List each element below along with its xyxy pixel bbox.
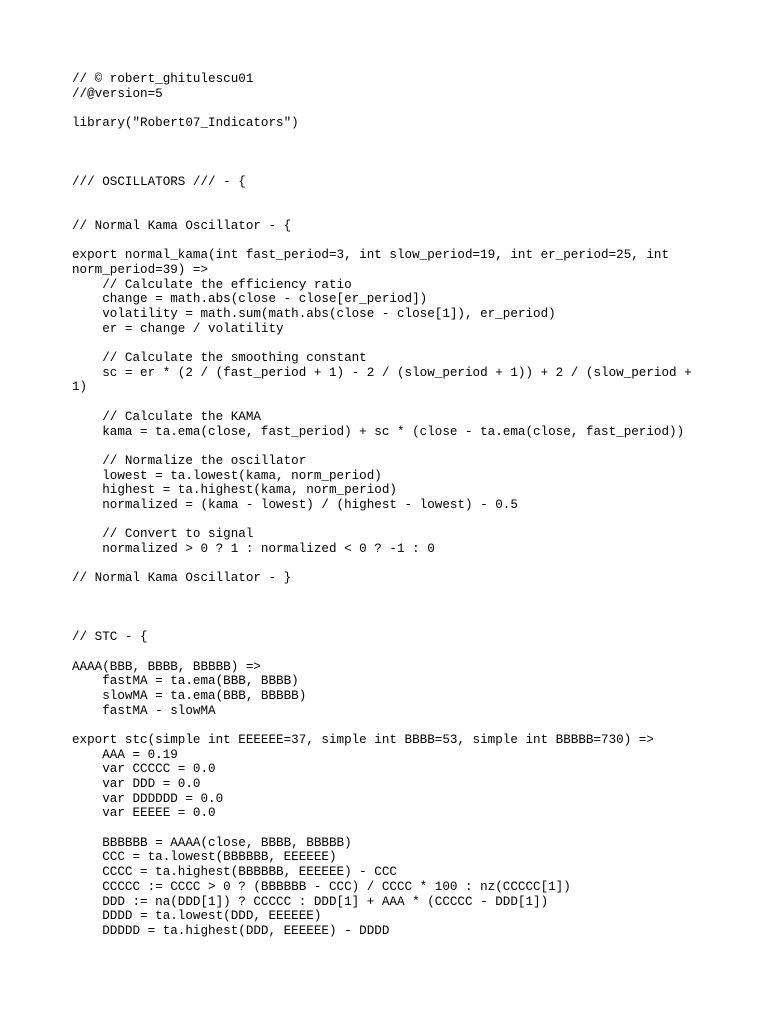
code-line: [72, 204, 702, 219]
code-line: DDD := na(DDD[1]) ? CCCCC : DDD[1] + AAA * (CCCCC - DDD[1]): [72, 894, 549, 909]
code-line: // Normal Kama Oscillator - }: [72, 571, 292, 586]
code-line: [72, 101, 702, 116]
code-line: [72, 439, 702, 454]
code-line: export normal_kama(int fast_period=3, int slow_period=19, int er_period=25, int: [72, 248, 670, 263]
code-line: var DDDDDD = 0.0: [72, 791, 224, 806]
code-line: var DDD = 0.0: [72, 777, 201, 791]
code-line: CCC = ta.lowest(BBBBBB, EEEEEE): [72, 850, 337, 865]
code-line: var CCCCC = 0.0: [72, 762, 216, 777]
code-line: AAAA(BBB, BBBB, BBBBB) =>: [72, 659, 261, 674]
code-line: change = math.abs(close - close[er_period]): [72, 292, 428, 307]
code-line: AAA = 0.19: [72, 747, 178, 762]
code-line: highest = ta.highest(kama, norm_period): [72, 483, 397, 498]
code-line: [72, 336, 702, 351]
code-line: norm_period=39) =>: [72, 262, 209, 277]
code-line: [72, 234, 702, 249]
code-line: [72, 718, 702, 733]
code-line: library("Robert07_Indicators"): [72, 116, 299, 131]
code-line: //@version=5: [72, 86, 163, 101]
code-line: // Calculate the KAMA: [72, 409, 261, 424]
code-line: DDDD = ta.lowest(DDD, EEEEEE): [72, 909, 322, 924]
code-line: [72, 145, 702, 160]
code-line: var EEEEE = 0.0: [72, 806, 216, 821]
code-line: kama = ta.ema(close, fast_period) + sc * (close - ta.ema(close, fast_period)): [72, 424, 685, 439]
code-line: CCCCC := CCCC > 0 ? (BBBBBB - CCC) / CCCC * 100 : nz(CCCCC[1]): [72, 879, 571, 894]
code-line: er = change / volatility: [72, 321, 284, 336]
code-line: [72, 513, 702, 528]
code-line: // © robert_ghitulescu01: [72, 72, 254, 86]
code-line: [72, 601, 702, 616]
code-line: [72, 160, 702, 175]
code-line: [72, 131, 702, 146]
code-line: [72, 645, 702, 660]
code-line: // STC - {: [72, 630, 148, 645]
code-line: CCCC = ta.highest(BBBBBB, EEEEEE) - CCC: [72, 865, 397, 880]
code-line: [72, 821, 702, 836]
code-line: [72, 586, 702, 601]
code-line: slowMA = ta.ema(BBB, BBBBB): [72, 688, 307, 703]
code-line: 1): [72, 380, 88, 395]
code-line: [72, 395, 702, 410]
code-line: // Normal Kama Oscillator - {: [72, 218, 292, 233]
code-line: /// OSCILLATORS /// - {: [72, 174, 246, 189]
code-line: // Convert to signal: [72, 527, 254, 542]
code-line: // Calculate the smoothing constant: [72, 351, 367, 366]
code-line: normalized > 0 ? 1 : normalized < 0 ? -1 : 0: [72, 542, 435, 556]
code-line: fastMA = ta.ema(BBB, BBBB): [72, 674, 299, 689]
code-line: sc = er * (2 / (fast_period + 1) - 2 / (slow_period + 1)) + 2 / (slow_period +: [72, 365, 692, 380]
code-line: lowest = ta.lowest(kama, norm_period): [72, 468, 382, 483]
code-line: fastMA - slowMA: [72, 703, 216, 718]
code-document: [72, 72, 702, 939]
code-line: BBBBBB = AAAA(close, BBBB, BBBBB): [72, 835, 352, 850]
code-line: // Normalize the oscillator: [72, 453, 307, 468]
code-line: DDDDD = ta.highest(DDD, EEEEEE) - DDDD: [72, 923, 390, 938]
code-line: [72, 615, 702, 630]
code-line: [72, 557, 702, 572]
code-line: [72, 190, 702, 205]
code-line: export stc(simple int EEEEEE=37, simple int BBBB=53, simple int BBBBB=730) =>: [72, 732, 654, 747]
code-line: normalized = (kama - lowest) / (highest - lowest) - 0.5: [72, 497, 518, 512]
code-line: volatility = math.sum(math.abs(close - close[1]), er_period): [72, 307, 556, 321]
code-line: // Calculate the efficiency ratio: [72, 277, 352, 292]
